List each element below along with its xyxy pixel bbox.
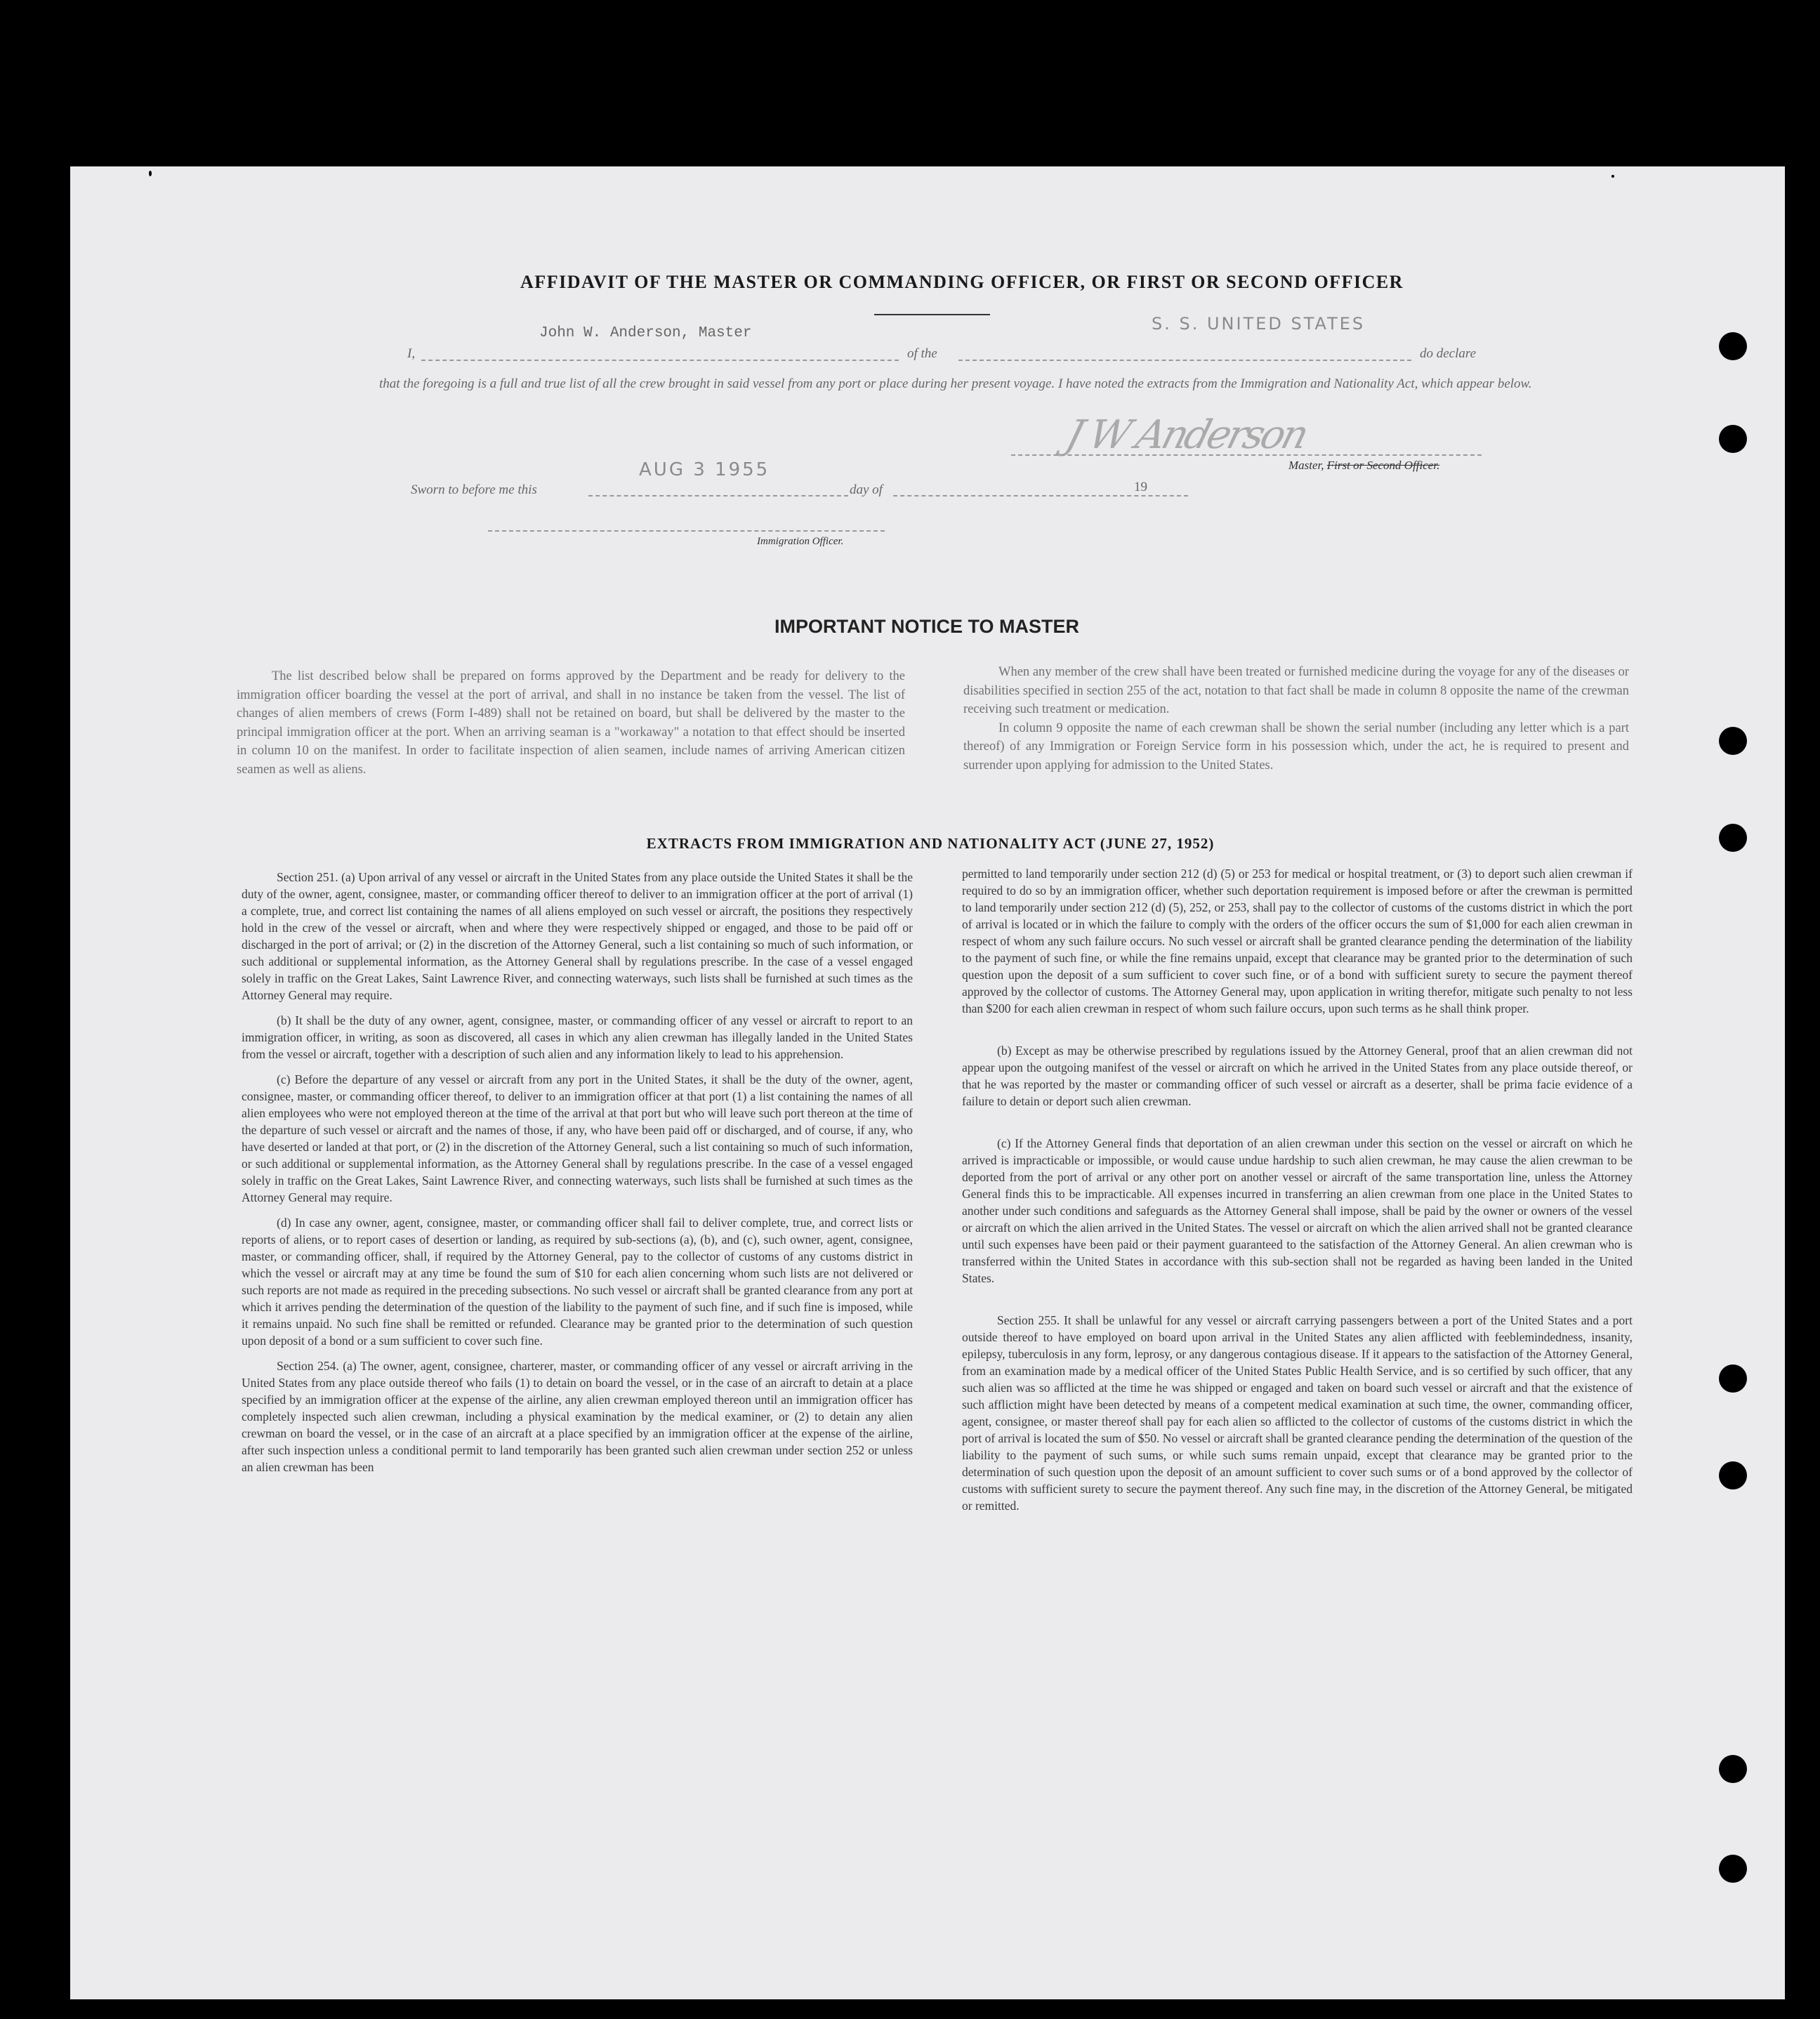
binder-hole: [1719, 1855, 1747, 1883]
year-prefix: 19: [1134, 480, 1147, 494]
title-divider: [874, 314, 990, 315]
sheet-speck: [1611, 175, 1614, 178]
notice-right-column: [963, 663, 1629, 783]
extract-section-251a: Section 251. (a) Upon arrival of any vessel or aircraft in the United States from any place outside the United States it shall be the duty of the owner, agent, consignee, master, or commanding officer thereof to deliver to an immigration officer at the port of arrival (1) a complete, true, and correct list containing the names of all aliens employed on such vessel or aircraft, the positions they respectively hold in the crew of the vessel or aircraft, when and where they were respectively shipped or engaged, and those to be paid off or discharged in the port of arrival; or (2) in the discretion of the Attorney General, such a list containing so much of such information, or such additional or supplemental information, as the Attorney General shall by regulations prescribe. In the case of a vessel engaged solely in traffic on the Great Lakes, Saint Lawrence River, and connecting waterways, such lists shall be furnished at such times as the Attorney General may require.: [242, 870, 913, 1002]
notice-right-paragraph-2: In column 9 opposite the name of each crewman shall be shown the serial number (including any letter which is a part thereof) of any Immigration or Foreign Service form in his possession which, under the act, he is required to present and surrender upon applying for admission to the United States.: [963, 721, 1629, 772]
binder-hole: [1719, 425, 1747, 453]
immigration-officer-label: Immigration Officer.: [757, 536, 844, 547]
line1-of-the: of the: [907, 346, 937, 361]
extract-section-251b: (b) It shall be the duty of any owner, agent, consignee, master, or commanding officer of any vessel or aircraft to report to an immigration officer, in writing, as soon as discovered, all cases in which any alien crewman has illegally landed in the United States from the vessel or aircraft, together with a description of such alien and any information likely to lead to his apprehension.: [242, 1013, 913, 1061]
name-line: [421, 360, 899, 361]
vessel-name-stamp: S. S. UNITED STATES: [1152, 314, 1366, 334]
month-line: [893, 495, 1188, 496]
sworn-label: Sworn to before me this: [411, 482, 537, 497]
sworn-day-line: [588, 495, 848, 496]
vessel-line: [958, 360, 1411, 361]
extracts-left-column: [242, 869, 913, 1484]
extract-section-254b: (b) Except as may be otherwise prescribed by regulations issued by the Attorney General, proof that an alien crewman did not appear upon the outgoing manifest of the vessel or aircraft on which he arrived in the United States from any place outside thereof, or that he was reported by the master or commanding officer of such vessel or aircraft as a deserter, shall be prima facie evidence of a failure to detain or deport such alien crewman.: [962, 1044, 1633, 1108]
struck-officer-label: First or Second Officer.: [1326, 459, 1440, 472]
master-title: [1288, 459, 1439, 473]
immigration-officer-line: [488, 530, 885, 532]
binder-hole: [1719, 1755, 1747, 1783]
binder-hole: [1719, 727, 1747, 755]
scan-speck: [1569, 27, 1573, 30]
binder-hole: [1719, 824, 1747, 852]
binder-hole: [1719, 1364, 1747, 1393]
extracts-right-column: [962, 865, 1633, 1523]
document-sheet: [70, 166, 1785, 1999]
extract-section-254a: Section 254. (a) The owner, agent, consignee, charterer, master, or commanding officer of any vessel or aircraft arriving in the United States from any place outside thereof who fails (1) to detain on board the vessel, or in the case of an aircraft to detain at a place specified by an immigration officer at the expense of the airline, any alien crewman employed thereon until an immigration officer has completely inspected such alien crewman, including a physical examination by the medical examiner, or (2) to detain any alien crewman on board the vessel, or in the case of an aircraft at a place specified by an immigration officer at the expense of the airline, after such inspection unless a conditional permit to land temporarily has been granted such alien crewman under section 252 or unless an alien crewman has been: [242, 1359, 913, 1474]
signature-line: [1011, 454, 1482, 456]
extract-section-254c: (c) If the Attorney General finds that deportation of an alien crewman under this section on the vessel or aircraft on which he arrived is impracticable or impossible, or would cause undue hardship to such alien crewman, he may cause the alien crewman to be deported from the port of arrival or any other port on another vessel or aircraft of the same transportation line, unless the Attorney General finds this to be impracticable. All expenses incurred in transferring an alien crewman from one place in the United States to another under such conditions and safeguards as the Attorney General shall impose, shall be paid by the owner or owners of the vessel or aircraft on which the alien arrived in the United States. The vessel or aircraft on which the alien arrived shall not be granted clearance until such expenses have been paid or their payment guaranteed to the satisfaction of the Attorney General. An alien crewman who is transferred within the United States in accordance with this sub-section shall not be regarded as having been landed in the United States.: [962, 1136, 1633, 1285]
date-stamp: AUG 3 1955: [639, 459, 770, 480]
notice-right-paragraph-1: When any member of the crew shall have been treated or furnished medicine during the voyage for any of the diseases or disabilities specified in section 255 of the act, notation to that fact shall be made in column 8 opposite the name of the crewman receiving such treatment or medication.: [963, 665, 1629, 716]
declaration-text: that the foregoing is a full and true list of all the crew brought in said vessel from any port or place during her present voyage. I have noted the extracts from the Immigration and Nationality Act, which appear below.: [379, 376, 1532, 391]
binder-hole: [1719, 332, 1747, 360]
extract-section-254a-cont: permitted to land temporarily under section 212 (d) (5) or 253 for medical or hospital treatment, or (3) to deport such alien crewman if required to do so by an immigration officer, whether such deportation requirement is imposed before or after the crewman is permitted to land temporarily under section 212 (d) (5), 252, or 253, shall pay to the collector of customs of the customs district in which the port of arrival is located or in which the failure to comply with the orders of the officer occurs the sum of $1,000 for each alien crewman in respect of whom any such failure occurs. No such vessel or aircraft shall be granted clearance pending the determination of the liability to the payment of such fine, or while the fine remains unpaid, except that clearance may be granted prior to the determination of such question upon the deposit of a sum sufficient to cover such fine, or of a bond with sufficient surety to secure the payment thereof approved by the collector of customs. The Attorney General may, upon application in writing therefor, mitigate such penalty to not less than $200 for each alien crewman in respect of whom such failure occurs, upon such terms as he shall think proper.: [962, 867, 1633, 1015]
affidavit-title: AFFIDAVIT OF THE MASTER OR COMMANDING OFFICER, OR FIRST OR SECOND OFFICER: [520, 272, 1404, 292]
master-label: Master,: [1288, 459, 1324, 472]
notice-left-paragraph: The list described below shall be prepared on forms approved by the Department and be ready for delivery to the immigration officer boarding the vessel at the port of arrival, and shall in no instance be taken from the vessel. The list of changes of alien members of crews (Form I-489) shall not be retained on board, but shall be delivered by the master to the principal immigration officer at the port. When an arriving seaman is a "workaway" a notation to that effect should be inserted in column 10 on the manifest. In order to facilitate inspection of alien seamen, include names of arriving American citizen seamen as well as aliens.: [237, 669, 905, 777]
master-name-typed: John W. Anderson, Master: [539, 325, 752, 341]
extract-section-251d: (d) In case any owner, agent, consignee, master, or commanding officer shall fail to deliver complete, true, and correct lists or reports of aliens, or to report cases of desertion or landing, as required by sub-sections (a), (b), and (c), such owner, agent, consignee, master, or commanding officer, shall, if required by the Attorney General, pay to the collector of customs of any customs district in which the vessel or aircraft may at any time be found the sum of $10 for each alien concerning whom such lists are not delivered or such reports are not made as required in the preceding subsections. No such vessel or aircraft shall be granted clearance from any port at which it arrives pending the determination of the question of the liability to the payment of such fine, and if such fine is imposed, while it remains unpaid. No such fine shall be remitted or refunded. Clearance may be granted prior to the determination of such question upon deposit of a bond or a sum sufficient to cover such fine.: [242, 1216, 913, 1348]
notice-left-column: [237, 667, 905, 787]
scan-speck: [28, 383, 32, 390]
extract-section-255: Section 255. It shall be unlawful for any vessel or aircraft carrying passengers between a port of the United States and a port outside thereof to have employed on board upon arrival in the United States any alien afflicted with feeblemindedness, insanity, epilepsy, tuberculosis in any form, leprosy, or any dangerous contagious disease. If it appears to the satisfaction of the Attorney General, from an examination made by a medical officer of the United States Public Health Service, and is so certified by such officer, that any such alien was so afflicted at the time he was shipped or engaged and taken on board such vessel or aircraft and that the existence of such affliction might have been detected by means of a competent medical examination at such time, the owner, commanding officer, agent, consignee, or master thereof shall pay for each alien so afflicted to the collector of customs of the customs district in which the port of arrival is located the sum of $50. No vessel or aircraft shall be granted clearance pending the determination of the question of the liability to the payment of such sums, or while such sums remain unpaid, except that clearance may be granted prior to the determination of such question upon the deposit of an amount sufficient to cover such sums or of a bond approved by the collector of customs with sufficient surety to secure the payment thereof. Any such fine may, in the discretion of the Attorney General, be mitigated or remitted.: [962, 1313, 1633, 1513]
notice-title: IMPORTANT NOTICE TO MASTER: [774, 616, 1079, 637]
binder-hole: [1719, 1461, 1747, 1489]
day-of-label: day of: [850, 482, 883, 497]
line1-do-declare: do declare: [1420, 346, 1477, 361]
extracts-title: EXTRACTS FROM IMMIGRATION AND NATIONALITY ACT (JUNE 27, 1952): [646, 835, 1215, 852]
sheet-speck: [149, 171, 152, 176]
master-signature: J W Anderson: [1061, 412, 1312, 458]
line1-i: I,: [407, 346, 416, 361]
extract-section-251c: (c) Before the departure of any vessel or aircraft from any port in the United States, it shall be the duty of the owner, agent, consignee, master, or commanding officer thereof, to deliver to an immigration officer at that port (1) a list containing the names of all alien employees who were not employed thereon at the time of the arrival at that port but who will leave such port thereon at the time of the departure of such vessel or aircraft and the names of those, if any, who have been paid off or discharged, and of course, if any, who have deserted or landed at that port, or (2) in the discretion of the Attorney General, such a list containing so much of such information, or such additional or supplemental information, as the Attorney General shall by regulations prescribe. In the case of a vessel engaged solely in traffic on the Great Lakes, Saint Lawrence River, and connecting waterways, such lists shall be furnished at such times as the Attorney General may require.: [242, 1072, 913, 1204]
